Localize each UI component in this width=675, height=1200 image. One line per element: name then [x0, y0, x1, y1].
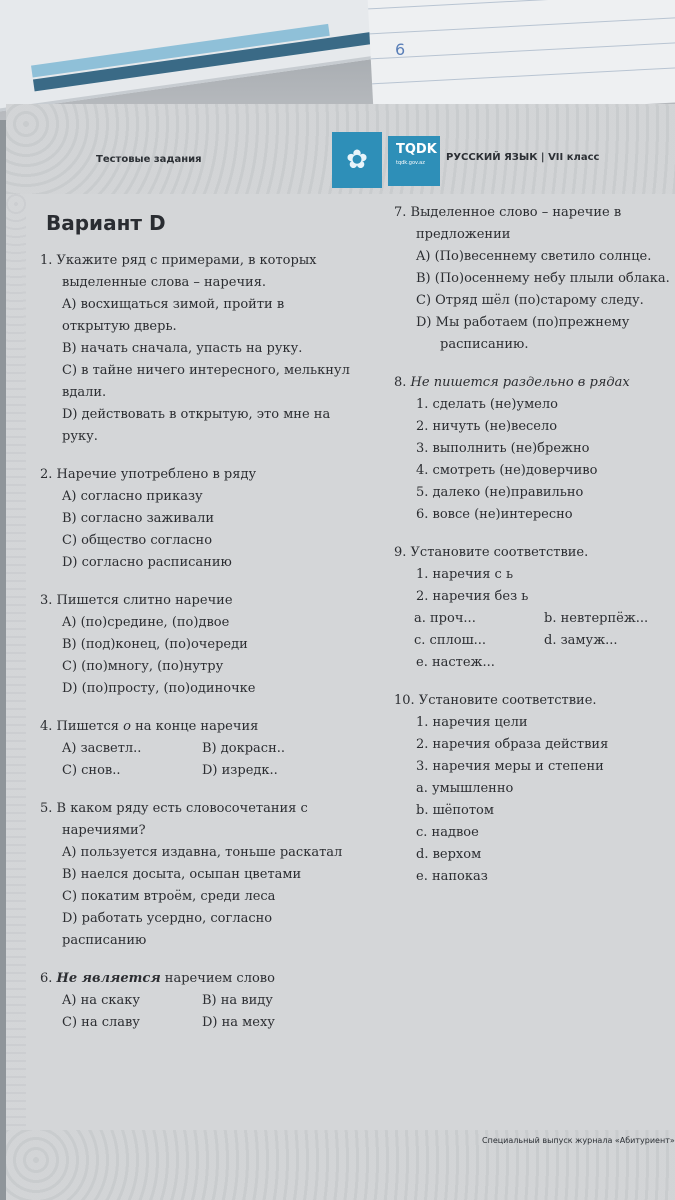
question-title: 9. Установите соответствие.: [394, 545, 589, 560]
title-emphasis: Не является: [56, 971, 161, 986]
tqdk-logo: [388, 136, 440, 186]
option-a: A) на скаку: [62, 993, 141, 1008]
test-page: [6, 104, 675, 1200]
question-1: [40, 250, 370, 448]
option-a: A) засветл..: [62, 741, 142, 756]
question-title: 5. В каком ряду есть словосочетания с: [40, 801, 308, 816]
list-item: 1. наречия с ь: [416, 567, 514, 582]
question-title: 3. Пишется слитно наречие: [40, 593, 233, 608]
list-item: b. шёпотом: [416, 803, 494, 818]
question-7: [394, 202, 674, 356]
option-b: B) (под)конец, (по)очереди: [62, 637, 248, 652]
list-item: 2. наречия образа действия: [416, 737, 609, 752]
question-title: 7. Выделенное слово – наречие в: [394, 205, 622, 220]
question-title: 2. Наречие употреблено в ряду: [40, 467, 257, 482]
logo-name: TQDK: [396, 142, 437, 157]
option-c: C) на славу: [62, 1015, 140, 1030]
question-title-cont: наречиями?: [62, 823, 146, 838]
title-letter: о: [123, 719, 131, 734]
option-d: D) работать усердно, согласно: [62, 911, 273, 926]
question-10: [394, 690, 674, 888]
page-header: [96, 142, 636, 176]
option-c: C) покатим втроём, среди леса: [62, 889, 276, 904]
title-rest: Не пишется раздельно в рядах: [410, 375, 630, 390]
title-post: на конце наречия: [130, 719, 259, 734]
option-a: A) (По)весеннему светило солнце.: [416, 249, 652, 264]
section-title: Тестовые задания: [96, 154, 202, 165]
option-b: B) (По)осеннему небу плыли облака.: [416, 271, 670, 286]
question-3: [40, 590, 370, 700]
options-row: [40, 760, 370, 782]
option-a: A) пользуется издавна, тоньше раскатал: [62, 845, 343, 860]
question-4: [40, 716, 370, 782]
question-title-cont: выделенные слова – наречия.: [62, 275, 267, 290]
options-row: [394, 608, 674, 630]
question-9: [394, 542, 674, 674]
option-c: C) Отряд шёл (по)старому следу.: [416, 293, 644, 308]
options-row: [40, 990, 370, 1012]
pencil-mark: 6: [395, 40, 406, 59]
question-2: [40, 464, 370, 574]
list-item: d. верхом: [416, 847, 482, 862]
option-d: D) действовать в открытую, это мне на: [62, 407, 331, 422]
list-item: 2. ничуть (не)весело: [416, 419, 558, 434]
left-column: [40, 212, 370, 1050]
option-c: C) в тайне ничего интересного, мелькнул: [62, 363, 350, 378]
option-b: B) на виду: [202, 993, 273, 1008]
list-item: 6. вовсе (не)интересно: [416, 507, 573, 522]
options-row: [40, 738, 370, 760]
page-footer: Специальный выпуск журнала «Абитуриент»: [482, 1136, 675, 1145]
question-title: [394, 372, 674, 394]
variant-title: Вариант D: [46, 211, 166, 235]
option-d: D) согласно расписанию: [62, 555, 232, 570]
question-title-cont: предложении: [416, 227, 511, 242]
title-rest: наречием слово: [160, 971, 275, 986]
flower-logo-icon: ✿: [332, 132, 382, 188]
option-c: C) (по)многу, (по)нутру: [62, 659, 224, 674]
list-item: 5. далеко (не)правильно: [416, 485, 584, 500]
list-item: 4. смотреть (не)доверчиво: [416, 463, 598, 478]
list-item: 3. выполнить (не)брежно: [416, 441, 590, 456]
list-item: a. умышленно: [416, 781, 514, 796]
option-d: D) изредк..: [202, 763, 278, 778]
list-item: c. надвое: [416, 825, 479, 840]
option-a: A) (по)средине, (по)двое: [62, 615, 230, 630]
option-d-cont: руку.: [62, 429, 98, 444]
option-b: B) согласно заживали: [62, 511, 215, 526]
option-d: d. замуж...: [544, 633, 618, 648]
option-d: D) Мы работаем (по)прежнему: [416, 315, 630, 330]
option-a: a. проч...: [414, 611, 476, 626]
list-item: 3. наречия меры и степени: [416, 759, 604, 774]
question-title: [40, 968, 370, 990]
option-c: C) снов..: [62, 763, 121, 778]
option-b: b. невтерпёж...: [544, 611, 649, 626]
option-a: A) восхищаться зимой, пройти в: [62, 297, 285, 312]
option-d-cont: расписанию.: [440, 337, 529, 352]
question-5: [40, 798, 370, 952]
page-ornament-left: [6, 194, 26, 1130]
option-d: D) на меху: [202, 1015, 275, 1030]
question-8: [394, 372, 674, 526]
title-pre: 4. Пишется: [40, 719, 124, 734]
option-a: A) согласно приказу: [62, 489, 203, 504]
logo-site: tqdk.gov.az: [396, 160, 425, 166]
right-column: [394, 202, 674, 904]
option-c: C) общество согласно: [62, 533, 213, 548]
list-item: e. напоказ: [416, 869, 488, 884]
subject-title: РУССКИЙ ЯЗЫК | VII класс: [446, 152, 600, 163]
option-b: B) начать сначала, упасть на руку.: [62, 341, 303, 356]
question-6: [40, 968, 370, 1034]
list-item: 1. наречия цели: [416, 715, 528, 730]
title-num: 6.: [40, 971, 57, 986]
option-b: B) наелся досыта, осыпан цветами: [62, 867, 302, 882]
option-b: B) докрасн..: [202, 741, 285, 756]
options-row: [394, 630, 674, 652]
option-d-cont: расписанию: [62, 933, 147, 948]
question-title: 1. Укажите ряд с примерами, в которых: [40, 253, 317, 268]
option-d: D) (по)просту, (по)одиночке: [62, 681, 256, 696]
list-item: 2. наречия без ь: [416, 589, 529, 604]
option-e: e. настеж...: [416, 655, 495, 670]
question-title: 10. Установите соответствие.: [394, 693, 597, 708]
option-c-cont: вдали.: [62, 385, 107, 400]
question-title: [40, 716, 370, 738]
option-c: c. сплош...: [414, 633, 487, 648]
title-num: 8.: [394, 375, 411, 390]
option-a-cont: открытую дверь.: [62, 319, 177, 334]
list-item: 1. сделать (не)умело: [416, 397, 558, 412]
options-row: [40, 1012, 370, 1034]
background-notebook-lined: [367, 0, 675, 118]
